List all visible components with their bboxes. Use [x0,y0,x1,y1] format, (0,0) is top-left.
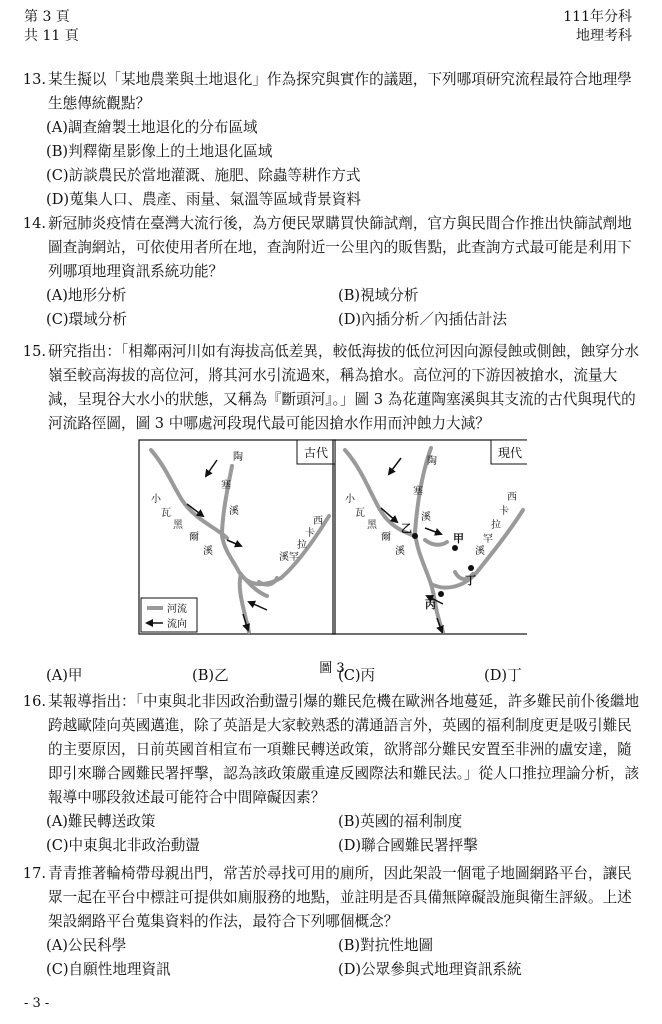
svg-text:卡: 卡 [305,528,315,539]
question-stem: 某生擬以「某地農業與土地退化」作為探究與實作的議題，下列哪項研究流程最符合地理學生態傳統觀點？ [48,71,632,112]
svg-text:小: 小 [345,494,355,505]
point-ding: 丁 [465,574,476,587]
option-c: (C)丙 [338,667,376,684]
svg-text:瓦: 瓦 [355,508,365,519]
option-a: (A)調查繪製土地退化的分布區域 [46,119,258,136]
svg-text:溪: 溪 [421,512,431,523]
panel-title-modern: 現代 [497,446,523,460]
option-b: (B)英國的福利制度 [338,813,463,830]
map-panel-ancient [139,440,335,634]
exam-subject: 地理考科 [576,28,632,44]
svg-text:卡: 卡 [499,506,509,517]
total-pages: 共 11 頁 [24,28,79,44]
page-number: 第 3 頁 [24,9,70,25]
question-15 [16,340,646,436]
option-c: (C)訪談農民於當地灌溉、施肥、除蟲等耕作方式 [46,167,361,184]
svg-text:陶: 陶 [233,452,243,463]
option-c: (C)自願性地理資訊 [46,961,171,978]
svg-text:溪: 溪 [475,546,485,557]
svg-text:拉: 拉 [297,540,307,551]
svg-text:小: 小 [151,494,161,505]
option-a: (A)難民轉送政策 [46,813,156,830]
question-stem: 青青推著輪椅帶母親出門，常苦於尋找可用的廁所，因此架設一個電子地圖網路平台，讓民眾一起在平台中標註可提供如廁服務的地點，並註明是否具備無障礙設施與衛生評級。上述架設網路平台蒐集資料的作法，最符合下列哪個概念？ [48,865,632,930]
option-d: (D)丁 [484,667,522,684]
option-b: (B)視域分析 [338,287,419,304]
figure-caption: 圖 3 [319,661,345,676]
svg-text:塞: 塞 [413,486,423,497]
option-a: (A)公民科學 [46,937,127,954]
svg-text:黑: 黑 [173,520,183,531]
question-13 [16,68,646,212]
question-stem: 某報導指出：「中東與北非因政治動盪引爆的難民危機在歐洲各地蔓延，許多難民前仆後繼地跨越歐陸向英國邁進，除了英語是大家較熟悉的溝通語言外，英國的福利制度更是吸引難民的主要原因，日前英國首相宣布一項難民轉送政策，欲將部分難民安置至非洲的盧安達，隨即引來聯合國難民署抨擊，認為該政策嚴重違反國際法和難民法。」從人口推拉理論分析，該報導中哪段敘述最可能符合中間障礙因素？ [48,693,640,806]
svg-text:黑: 黑 [367,520,377,531]
page-footer: - 3 - [24,996,50,1011]
svg-text:塞: 塞 [221,480,231,491]
option-d: (D)公眾參與式地理資訊系統 [338,961,522,978]
question-number: 16. [22,693,46,710]
svg-text:瓦: 瓦 [161,508,171,519]
question-14 [16,212,646,332]
svg-text:爾: 爾 [381,532,391,543]
page-header-left [24,8,79,46]
svg-text:溪: 溪 [229,506,239,517]
question-number: 14. [22,215,46,232]
option-d: (D)聯合國難民署抨擊 [338,837,478,854]
question-16 [16,690,646,858]
question-number: 17. [22,865,46,882]
svg-text:陶: 陶 [427,456,437,467]
map-panel-modern [333,440,527,634]
option-b: (B)判釋衛星影像上的土地退化區域 [46,143,273,160]
figure-3 [137,436,527,684]
panel-title-ancient: 古代 [303,446,329,460]
question-stem: 新冠肺炎疫情在臺灣大流行後，為方便民眾購買快篩試劑，官方與民間合作推出快篩試劑地圖查詢網站，可依使用者所在地，查詢附近一公里內的販售點，此查詢方式最可能是利用下列哪項地理資訊系統功能？ [48,215,632,280]
point-bing: 丙 [425,598,436,611]
svg-text:爾: 爾 [189,532,199,543]
question-number: 13. [22,71,46,88]
option-d: (D)內插分析／內插估計法 [338,311,508,328]
point-jia: 甲 [453,532,464,545]
svg-text:西: 西 [507,492,517,503]
svg-text:罕: 罕 [289,552,299,563]
exam-year: 111年分科 [563,9,632,25]
option-a: (A)地形分析 [46,287,127,304]
page-header-right [563,8,632,46]
map-legend [141,598,197,632]
option-c: (C)中東與北非政治動盪 [46,837,200,854]
point-yi: 乙 [401,522,412,535]
svg-text:溪: 溪 [279,552,289,563]
svg-text:溪: 溪 [395,546,405,557]
svg-text:拉: 拉 [491,520,501,531]
option-b: (B)乙 [192,667,229,684]
svg-text:罕: 罕 [483,534,493,545]
legend-flow: 流向 [167,619,187,630]
question-number: 15. [22,343,46,360]
option-b: (B)對抗性地圖 [338,937,434,954]
option-d: (D)蒐集人口、農產、雨量、氣溫等區域背景資料 [46,191,361,208]
question-17 [16,862,646,982]
option-c: (C)環域分析 [46,311,127,328]
option-a: (A)甲 [46,667,83,684]
legend-river: 河流 [167,604,187,615]
svg-text:溪: 溪 [203,546,213,557]
question-stem: 研究指出：「相鄰兩河川如有海拔高低差異，較低海拔的低位河因向源侵蝕或側蝕，蝕穿分水嶺至較高海拔的高位河，將其河水引流過來，稱為搶水。高位河的下游因被搶水，流量大減，呈現谷大水小的狀態，又稱為『斷頭河』。」圖 3 為花蓮陶塞溪與其支流的古代與現代的河流路徑圖，圖 3 中哪處河段現代最可能因搶水作用而沖蝕力大減？ [48,343,640,432]
svg-text:西: 西 [313,516,323,527]
